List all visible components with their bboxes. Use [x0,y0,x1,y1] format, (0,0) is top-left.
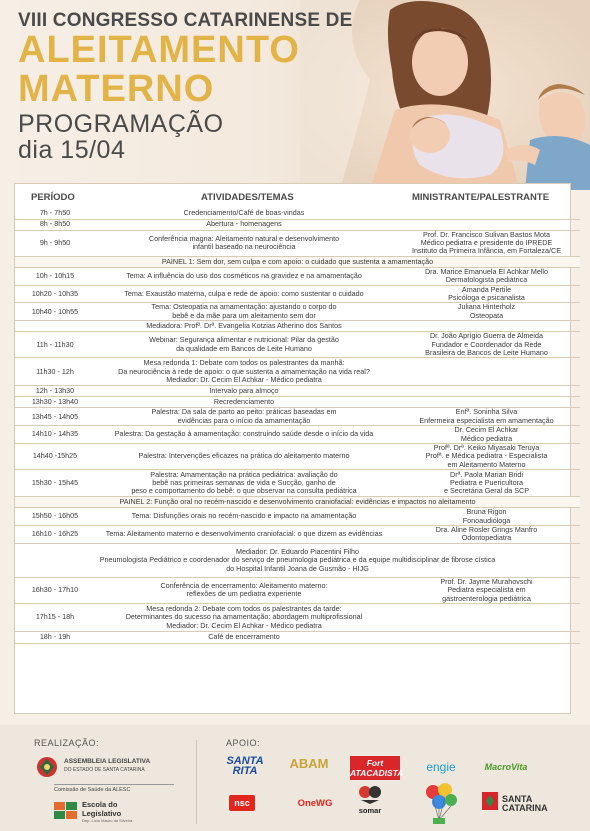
time-cell: 11h30 - 12h [15,358,95,386]
table-row [15,358,580,386]
balloons-icon [421,782,461,826]
header-atividades: ATIVIDADES/TEMAS [201,192,294,203]
time-cell: 16h30 - 17h10 [15,577,95,603]
time-cell: 15h50 - 16h05 [15,508,95,526]
table-row [15,285,580,303]
speaker-cell [393,632,580,644]
speaker-cell [393,219,580,230]
table-row [15,230,580,256]
schedule-table [14,183,571,714]
time-cell: 14h40 -15h25 [15,444,95,470]
speaker-cell: Dr. João Aprígio Guerra de Almeida Fundador e Coordenador da Rede Brasileira de Bancos de Leite Humano [393,332,580,358]
activity-cell: Palestra: Da gestação à amamentação: construindo saúde desde o início da vida [95,426,393,444]
title-materno: MATERNO [18,68,215,110]
time-cell: 10h40 - 10h55 [15,303,95,321]
speaker-cell: Profª. Drª. Keiko Miyasaki Teruya Profª. e Médica pediatra - Especialista em Aleitamento Materno [393,444,580,470]
time-cell: 15h30 - 15h45 [15,470,95,497]
activity-cell: Tema: Aleitamento materno e desenvolvimento craniofacial: o que dizem as evidências [95,526,393,544]
speaker-cell: Prof. Dr. Jayme Murahovschi Pediatra especialista em gastroenterologia pediátrica [393,577,580,603]
panel-row [15,256,580,267]
header-periodo: PERÍODO [31,192,75,203]
sc-flag-icon [482,792,498,810]
table-row [15,470,580,497]
activity-cell: Intervalo para almoço [95,386,393,397]
panel-title: PAINEL 2: Função oral no recém-nascido e desenvolvimento craniofacial: evidências e impactos no aleitamento [15,497,580,508]
time-cell: 14h10 - 14h35 [15,426,95,444]
speaker-cell: Dra. Marice Emanuela El Achkar Mello Dermatologista pediátrica [393,267,580,285]
footer-divider [196,740,197,824]
activity-cell: Palestra: Da sala de parto ao peito: práticas baseadas em evidências para o início da amamentação [95,408,393,426]
abam-logo: ABAM [289,756,329,771]
time-cell: 7h - 7h50 [15,208,95,219]
fort-atacadista-logo: Fort ATACADISTA [350,758,404,778]
escola-emblem-icon [54,800,78,822]
event-title-block [18,10,352,163]
time-cell: 13h30 - 13h40 [15,397,95,408]
table-row [15,332,580,358]
table-row [15,397,580,408]
panel-title: PAINEL 1: Sem dor, sem culpa e com apoio: o cuidado que sustenta a amamentação [15,256,580,267]
hero-banner [0,0,590,190]
programacao-label: PROGRAMAÇÃO [18,110,224,138]
activity-cell: Abertura - homenagens [95,219,393,230]
santa-rita-logo: SANTA RITA [226,755,264,777]
speaker-cell: Bruna Rigon Fonoaudióloga [393,508,580,526]
activity-cell: Mediadora: Profª. Drª. Evangelia Kotzias Atherino dos Santos [95,321,393,332]
activity-cell: Palestra: Intervenções eficazes na prática do aleitamento materno [95,444,393,470]
santa-catarina-logo [482,790,552,820]
table-row [15,321,580,332]
onewg-logo: OneWG [297,798,333,809]
congress-name: VIII CONGRESSO CATARINENSE DE [18,10,353,31]
activity-cell: Mesa redonda 1: Debate com todos os palestrantes da manhã: Da neurociência à rede de apoio: o que sustenta a amamentação na vida real? Mediador: Dr. Cecim El Achkar - Médico pediatra [95,358,393,386]
speaker-cell: Enfª. Soninha Silva Enfermeira especialista em amamentação [393,408,580,426]
time-cell: 12h - 13h30 [15,386,95,397]
time-cell: 13h45 - 14h05 [15,408,95,426]
table-row [15,303,580,321]
engie-logo: engie [426,760,456,774]
table-row [15,386,580,397]
event-date: dia 15/04 [18,136,126,164]
alesc-state: DO ESTADO DE SANTA CATARINA [64,767,145,773]
apoio-label: APOIO: [226,738,261,748]
table-row [15,508,580,526]
table-row [15,577,580,603]
somar-logo [352,784,388,824]
escola-line2: Legislativo [82,809,122,818]
table-row [15,426,580,444]
table-row [15,632,580,644]
activity-cell: Recredenciamento [95,397,393,408]
table-row [15,526,580,544]
time-cell: 8h - 8h50 [15,219,95,230]
activity-cell: Mesa redonda 2: Debate com todos os palestrantes da tarde: Determinantes do sucesso na amamentação: abordagem multiprofissional Mediador: Dr. Cecim El Achkar - Médico pediatra [95,604,393,632]
speaker-cell: Juliana Hinterholz Osteopata [393,303,580,321]
activity-cell: Café de encerramento [95,632,393,644]
table-header [15,184,570,210]
activity-cell: Webinar: Segurança alimentar e nutricional: Pilar da gestão da qualidade em Bancos de Leite Humano [95,332,393,358]
time-cell: 11h - 11h30 [15,332,95,358]
state-coat-of-arms-icon [34,755,60,779]
time-cell: 9h - 9h50 [15,230,95,256]
somar-label: somar [358,806,382,815]
activity-cell: Tema: Exaustão materna, culpa e rede de apoio: como sustentar o cuidado [95,285,393,303]
time-cell: 18h - 19h [15,632,95,644]
table-row [15,267,580,285]
time-cell: 10h20 - 10h35 [15,285,95,303]
mediator-cell: Mediador: Dr. Eduardo Piacentini Filho Pneumologista Pediátrico e coordenador do serviço de pneumologia pediátrica e da equipe multidisciplinar de fibrose cística do Hospital Infantil Joana de Gusmão - HIJG [15,543,580,577]
time-cell: 17h15 - 18h [15,604,95,632]
alesc-name: ASSEMBLEIA LEGISLATIVA [64,758,151,765]
time-cell [15,321,95,332]
table-row [15,408,580,426]
speaker-cell: Dr. Cecim El Achkar Médico pediatra [393,426,580,444]
balloons-logo [421,782,461,826]
activity-cell: Palestra: Amamentação na prática pediátrica: avaliação do bebê nas primeiras semanas de vida e Sucção, ganho de peso e comportamento do bebê: o que observar na consulta pediátrica [95,470,393,497]
activity-cell: Conferência magna: Aleitamento natural e desenvolvimento infantil baseado na neurociência [95,230,393,256]
speaker-cell: Amanda Pertile Psicóloga e psicanalista [393,285,580,303]
time-cell: 10h - 10h15 [15,267,95,285]
nsc-logo: nsc [229,795,255,811]
header-ministrante: MINISTRANTE/PALESTRANTE [412,192,550,203]
speaker-cell: Dra. Aline Rosler Grings Manfro Odontopediatra [393,526,580,544]
escola-line1: Escola do [82,800,118,809]
sc-label: SANTA CATARINA [502,794,548,813]
title-aleitamento: ALEITAMENTO [18,29,300,71]
time-cell: 16h10 - 16h25 [15,526,95,544]
macrovita-logo: MacroVita [484,762,528,772]
panel-row [15,497,580,508]
activity-cell: Tema: Disfunções orais no recém-nascido e impacto na amamentação [95,508,393,526]
table-row [15,208,580,219]
speaker-cell: Prof. Dr. Francisco Sulivan Bastos Mota Médico pediatra e presidente do IPREDE Instituto da Primeira Infância, em Fortaleza/CE [393,230,580,256]
escola-legislativo-logo [54,798,184,826]
speaker-cell [393,386,580,397]
somar-emblem-icon [357,784,383,804]
schedule-rows [15,208,580,644]
speaker-cell [393,321,580,332]
escola-line3: Dep. Lício Mauro da Silveira [82,818,133,823]
table-row [15,604,580,632]
comissao-saude: Comissão de Saúde da ALESC [54,784,174,793]
realizacao-label: REALIZAÇÃO: [34,738,100,748]
speaker-cell: Drª. Paola Marian Bridi Pediatra e Puericultora e Secretária Geral da SCP [393,470,580,497]
activity-cell: Credenciamento/Café de boas-vindas [95,208,393,219]
table-row [15,543,580,577]
speaker-cell [393,358,580,386]
table-row [15,219,580,230]
table-row [15,444,580,470]
activity-cell: Tema: Osteopatia na amamentação: ajustando o corpo do bebê e da mãe para um aleitamento sem dor [95,303,393,321]
activity-cell: Conferência de encerramento: Aleitamento materno: reflexões de um pediatra experiente [95,577,393,603]
speaker-cell [393,208,580,219]
speaker-cell [393,604,580,632]
speaker-cell [393,397,580,408]
activity-cell: Tema: A influência do uso dos cosméticos na gravidez e na amamentação [95,267,393,285]
